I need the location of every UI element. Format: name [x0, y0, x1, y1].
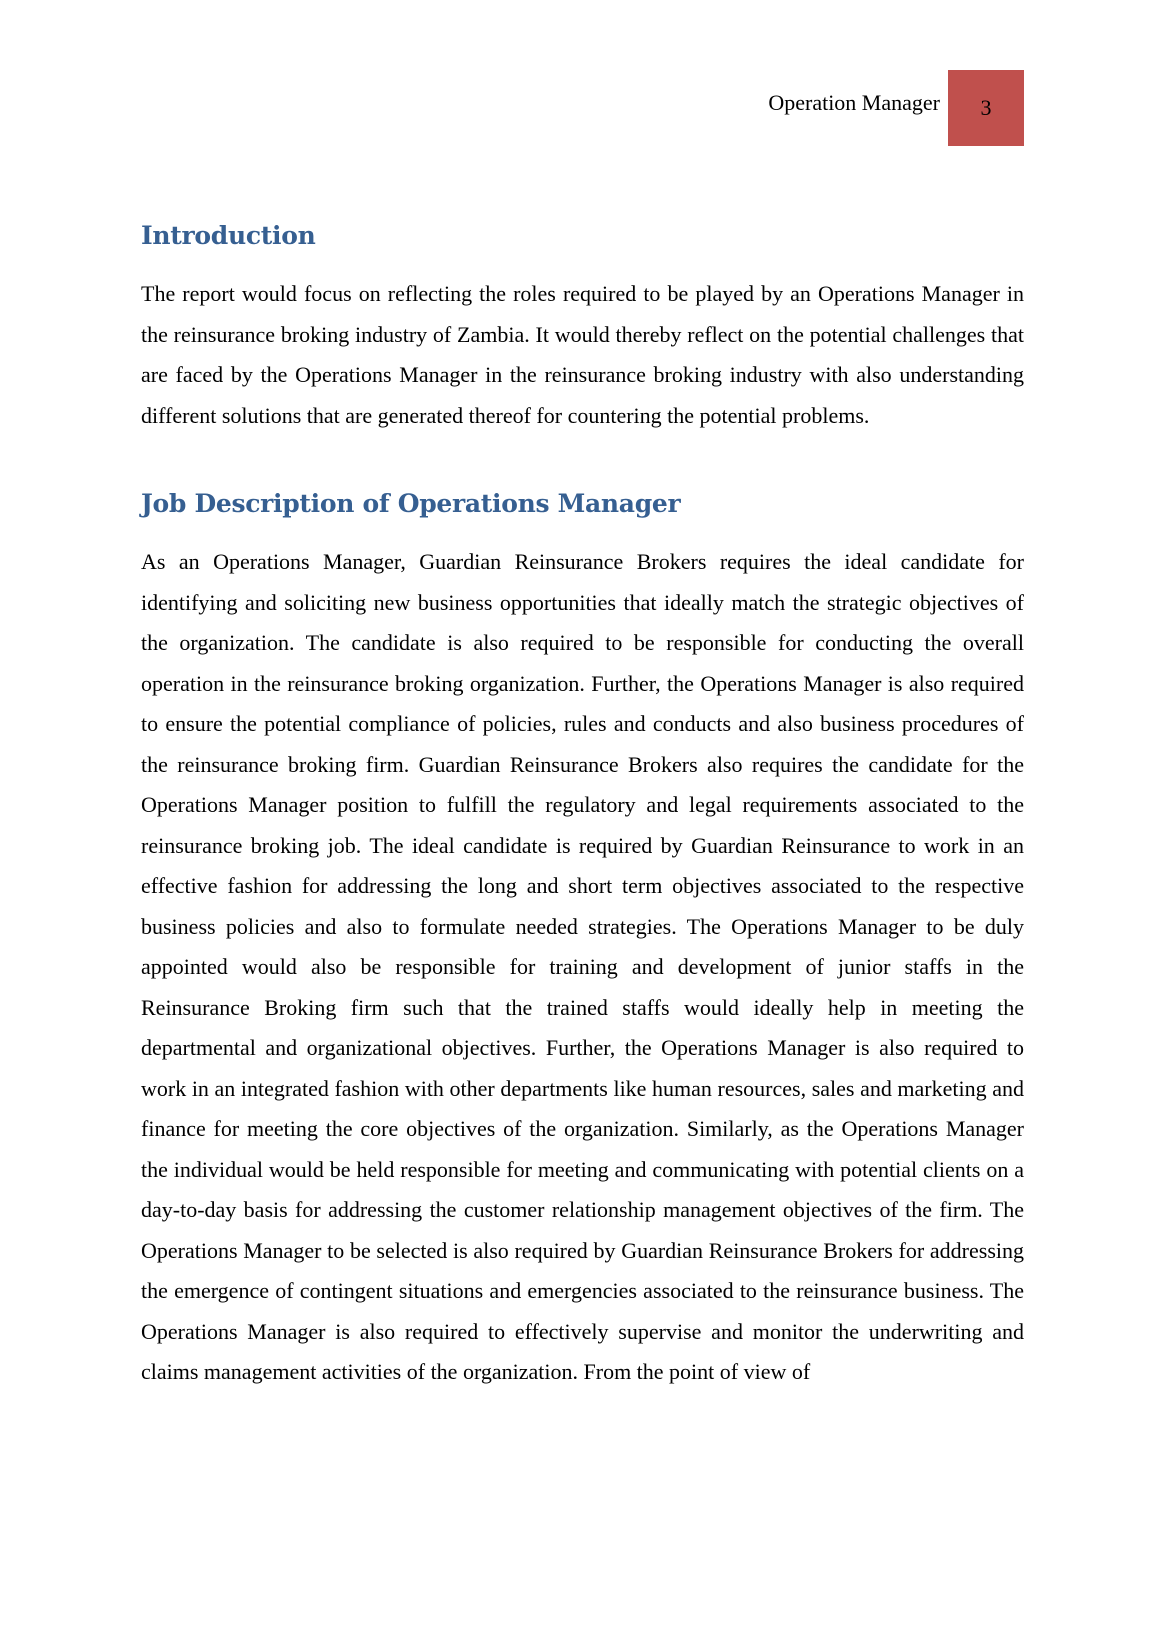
section-paragraph-job-description: As an Operations Manager, Guardian Reinsurance Brokers requires the ideal candidate for identifying and soliciting new business opportunities that ideally match the strategic objectives of the organization. The candidate is also required to be responsible for conducting the overall operation in the reinsurance broking organization. Further, the Operations Manager is also required to ensure the potential compliance of policies, rules and conducts and also business procedures of the reinsurance broking firm. Guardian Reinsurance Brokers also requires the candidate for the Operations Manager position to fulfill the regulatory and legal requirements associated to the reinsurance broking job. The ideal candidate is required by Guardian Reinsurance to work in an effective fashion for addressing the long and short term objectives associated to the respective business policies and also to formulate needed strategies. The Operations Manager to be duly appointed would also be responsible for training and development of junior staffs in the Reinsurance Broking firm such that the trained staffs would ideally help in meeting the departmental and organizational objectives. Further, the Operations Manager is also required to work in an integrated fashion with other departments like human resources, sales and marketing and finance for meeting the core objectives of the organization. Similarly, as the Operations Manager the individual would be held responsible for meeting and communicating with potential clients on a day-to-day basis for addressing the customer relationship management objectives of the firm. The Operations Manager to be selected is also required by Guardian Reinsurance Brokers for addressing the emergence of contingent situations and emergencies associated to the reinsurance business. The Operations Manager is also required to effectively supervise and monitor the underwriting and claims management activities of the organization. From the point of view of: [141, 549, 1024, 1384]
page-header: [0, 70, 1158, 146]
page-number-badge: [948, 70, 1024, 146]
section-paragraph-introduction: The report would focus on reflecting the roles required to be played by an Operations Manager in the reinsurance broking industry of Zambia. It would thereby reflect on the potential challenges that are faced by the Operations Manager in the reinsurance broking industry with also understanding different solutions that are generated thereof for countering the potential problems.: [141, 281, 1024, 428]
header-title: Operation Manager: [768, 90, 940, 115]
page-number: 3: [980, 95, 992, 120]
section-heading-introduction: Introduction: [141, 221, 316, 250]
document-body: [141, 216, 1024, 1393]
section-heading-job-description: Job Description of Operations Manager: [141, 489, 681, 518]
